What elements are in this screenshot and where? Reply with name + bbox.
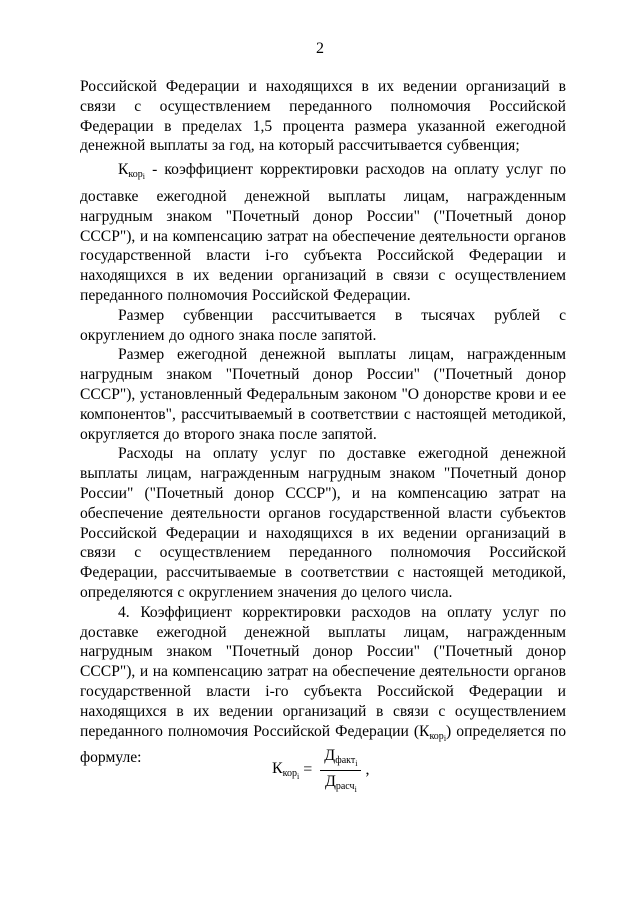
paragraph-5: Расходы на оплату услуг по доставке ежегодной денежной выплаты лицам, награжденным нагрудным знаком "Почетный донор России" ("Почетный донор СССР"), и на компенсацию затрат на обеспечение деятельности органов государственной власти субъектов Российской Федерации и находящихся в их ведении организаций в связи с осуществлением переданного полномочия Российской Федерации, рассчитываемые в соответствии с настоящей методикой, определяются с округлением значения до целого числа.	[80, 445, 566, 601]
paragraph-2	[80, 160, 566, 306]
formula-fraction	[320, 747, 361, 794]
paragraph-2-text: - коэффициент корректировки расходов на оплату услуг по доставке ежегодной денежной выплаты лицам, награжденным нагрудным знаком "Почетный донор России" ("Почетный донор СССР"), и на компенсацию затрат на обеспечение деятельности органов государственной власти i-го субъекта Российской Федерации и находящихся в их ведении организаций в связи с осуществлением переданного полномочия Российской Федерации.	[80, 161, 566, 304]
paragraph-6-tail: ) определяется по формуле:	[80, 722, 566, 767]
paragraph-6-text: 4. Коэффициент корректировки расходов на оплату услуг по доставке ежегодной денежной выплаты лицам, награжденным нагрудным знаком "Почетный донор России" ("Почетный донор СССР"), и на компенсацию затрат на обеспечение деятельности органов государственной власти i-го субъекта Российской Федерации и находящихся в их ведении организаций в связи с осуществлением переданного полномочия Российской Федерации (	[80, 603, 566, 740]
document-body	[80, 77, 566, 768]
formula-trailing: ,	[365, 761, 370, 778]
formula-denominator: $Д_{расч_i}$	[324, 772, 357, 794]
k-kor-symbol-inline: $К_{кор_i}$	[419, 722, 447, 743]
page-number: 2	[316, 40, 324, 57]
formula-lhs: $К_{кор_i}$	[272, 759, 300, 781]
paragraph-3: Размер субвенции рассчитывается в тысячах рублей с округлением до одного знака после запятой.	[80, 306, 566, 344]
paragraph-1: Российской Федерации и находящихся в их ведении организаций в связи с осуществлением переданного полномочия Российской Федерации в пределах 1,5 процента размера указанной ежегодной денежной выплаты за год, на который рассчитывается субвенция;	[80, 78, 566, 155]
formula-equals: =	[303, 761, 313, 778]
formula	[272, 740, 369, 800]
paragraph-4: Размер ежегодной денежной выплаты лицам, награжденным нагрудным знаком "Почетный донор России" ("Почетный донор СССР"), установленный Федеральным законом "О донорстве крови и ее компонентов", рассчитываемый в соответствии с настоящей методикой, округляется до второго знака после запятой.	[80, 346, 566, 443]
k-kor-symbol: $К_{кор_i}$	[118, 161, 145, 182]
formula-numerator: $Д_{факт_i}$	[320, 747, 361, 771]
